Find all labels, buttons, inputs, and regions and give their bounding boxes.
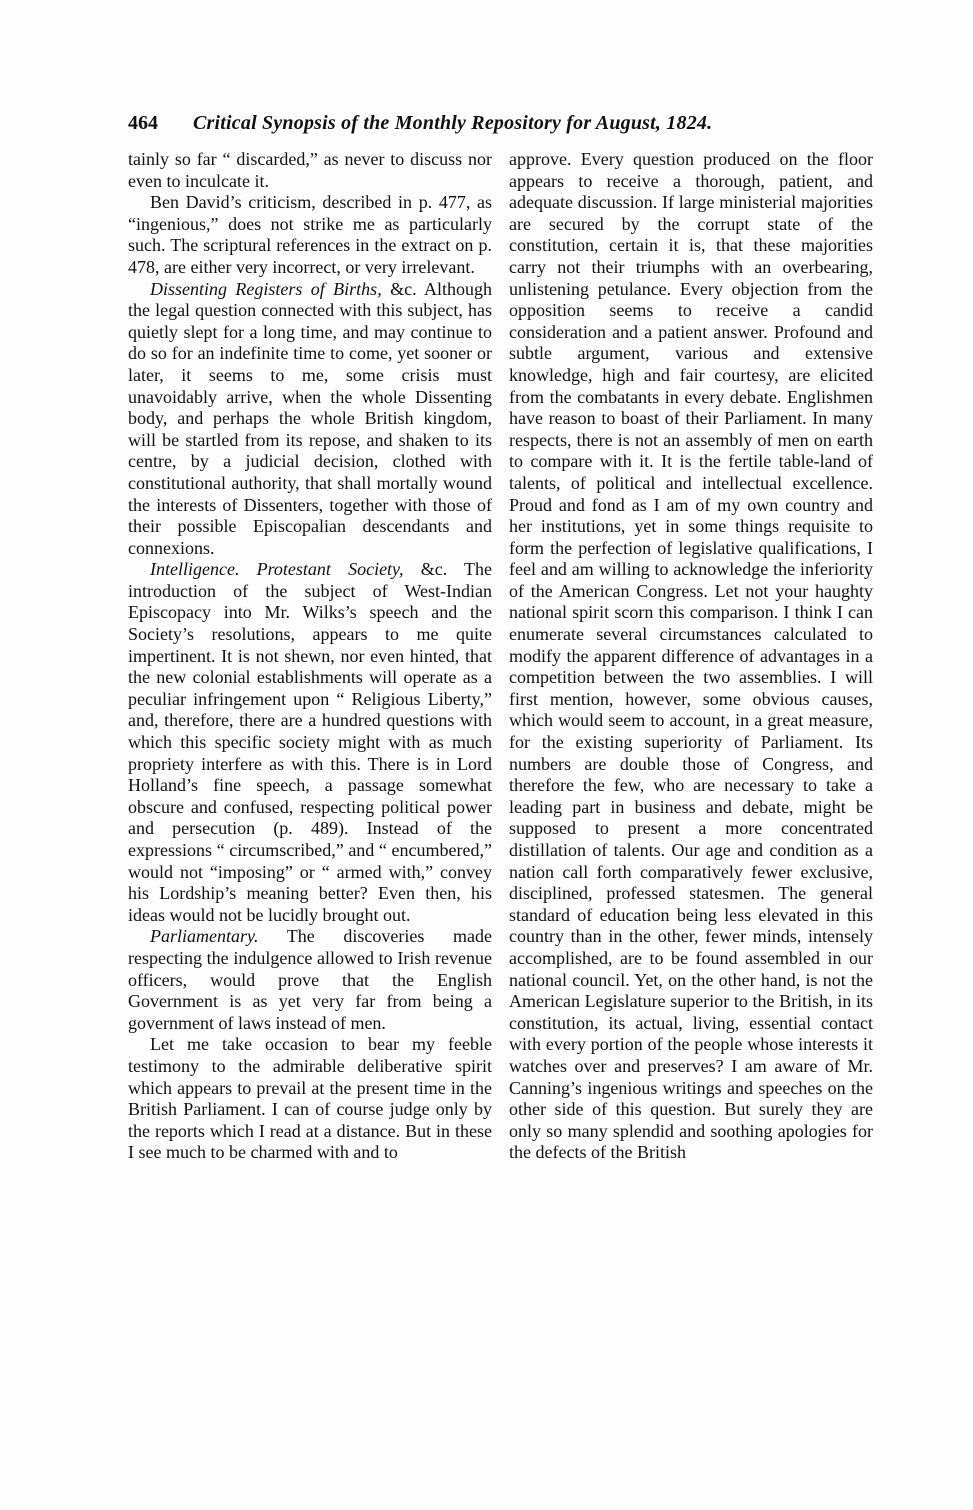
paragraph: approve. Every question produced on the floor appears to receive a thorough, patient, and adequate discussion. If large ministerial majorities are secured by the corrupt state of the constitution, certain it is, that these majorities carry not their triumphs with an overbearing, unlistening petulance. Every objection from the opposition seems to receive a candid consideration and a patient answer. Profound and subtle argument, various and extensive knowledge, high and fair courtesy, are elicited from the combatants in every debate. Englishmen have reason to boast of their Parliament. In many respects, there is not an assembly of men on earth to compare with it. It is the fertile table-land of talents, of political and intellectual excellence. Proud and fond as I am of my own country and her institutions, yet in some things requisite to form the perfection of legislative qualifications, I feel and am willing to acknowledge the inferiority of the American Congress. Let not your haughty national spirit scorn this comparison. I think I can enumerate several circumstances calculated to modify the apparent difference of advantages in a competition between the two assemblies. I will first mention, however, some obvious causes, which would seem to account, in a great measure, for the existing superiority of Parliament. Its numbers are double those of Congress, and therefore the few, who are necessary to take a leading part in business and debate, might be supposed to present a more concentrated distillation of talents. Our age and condition as a nation call forth comparatively fewer exclusive, disciplined, professed statesmen. The general standard of education being less elevated in this country than in the other, fewer minds, intensely accomplished, are to be found assembled in our national council. Yet, on the other hand, is not the American Legislature superior to the British, in its constitution, its actual, living, essential contact with every portion of the people whose interests it watches over and preserves? I am aware of Mr. Canning’s ingenious writings and speeches on the other side of this question. But surely they are only so many splendid and soothing apologies for the defects of the British [509, 149, 873, 1163]
section-heading: Intelligence. Protestant Society, [150, 559, 404, 580]
text-columns [128, 149, 873, 1164]
section-heading: Dissenting Registers of Births, [150, 278, 382, 299]
page [128, 103, 873, 1164]
paragraph-text: &c. The introduction of the subject of West-Indian Episcopacy into Mr. Wilks’s speech and the Society’s resolutions, appears to me quite impertinent. It is not shewn, nor even hinted, that the new colonial establishments will operate as a peculiar infringement upon “ Religious Liberty,” and, therefore, there are a hundred questions with which this specific society might with as much propriety interfere as with this. There is in Lord Holland’s fine speech, a passage somewhat obscure and confused, respecting political power and persecution (p. 489). Instead of the expressions “ circumscribed,” and “ encumbered,” would not “imposing” or “ armed with,” convey his Lordship’s meaning better? Even then, his ideas would not be lucidly brought out. [128, 559, 493, 925]
paragraph-text: The discoveries made respecting the indulgence allowed to Irish revenue officers, would prove that the English Government is as yet very far from being a government of laws instead of men. [128, 926, 492, 1033]
section-heading-suffix: &c. [381, 278, 417, 299]
paragraph [128, 559, 492, 926]
paragraph [128, 926, 492, 1034]
paragraph [128, 279, 492, 560]
section-heading: Parliamentary. [150, 926, 259, 947]
left-column [128, 149, 492, 1164]
right-column [509, 149, 873, 1164]
running-head-title: Critical Synopsis of the Monthly Repository for August, 1824. [193, 112, 713, 134]
paragraph: Let me take occasion to bear my feeble testimony to the admirable deliberative spirit which appears to prevail at the present time in the British Parliament. I can of course judge only by the reports which I read at a distance. But in these I see much to be charmed with and to [128, 1034, 492, 1163]
paragraph-text: Although the legal question connected with this subject, has quietly slept for a long time, and may continue to do so for an indefinite time to come, yet sooner or later, it seems to me, some crisis must unavoidably arrive, when the whole Dissenting body, and perhaps the whole British kingdom, will be startled from its repose, and shaken to its centre, by a judicial decision, clothed with constitutional authority, that shall mortally wound the interests of Dissenters, together with those of their possible Episcopalian descendants and connexions. [128, 278, 492, 558]
paragraph: tainly so far “ discarded,” as never to discuss nor even to inculcate it. [128, 149, 492, 191]
paragraph: Ben David’s criticism, described in p. 477, as “ingenious,” does not strike me as particularly such. The scriptural references in the extract on p. 478, are either very incorrect, or very irrelevant. [128, 192, 492, 277]
running-head [128, 103, 873, 143]
page-number: 464 [128, 112, 158, 134]
